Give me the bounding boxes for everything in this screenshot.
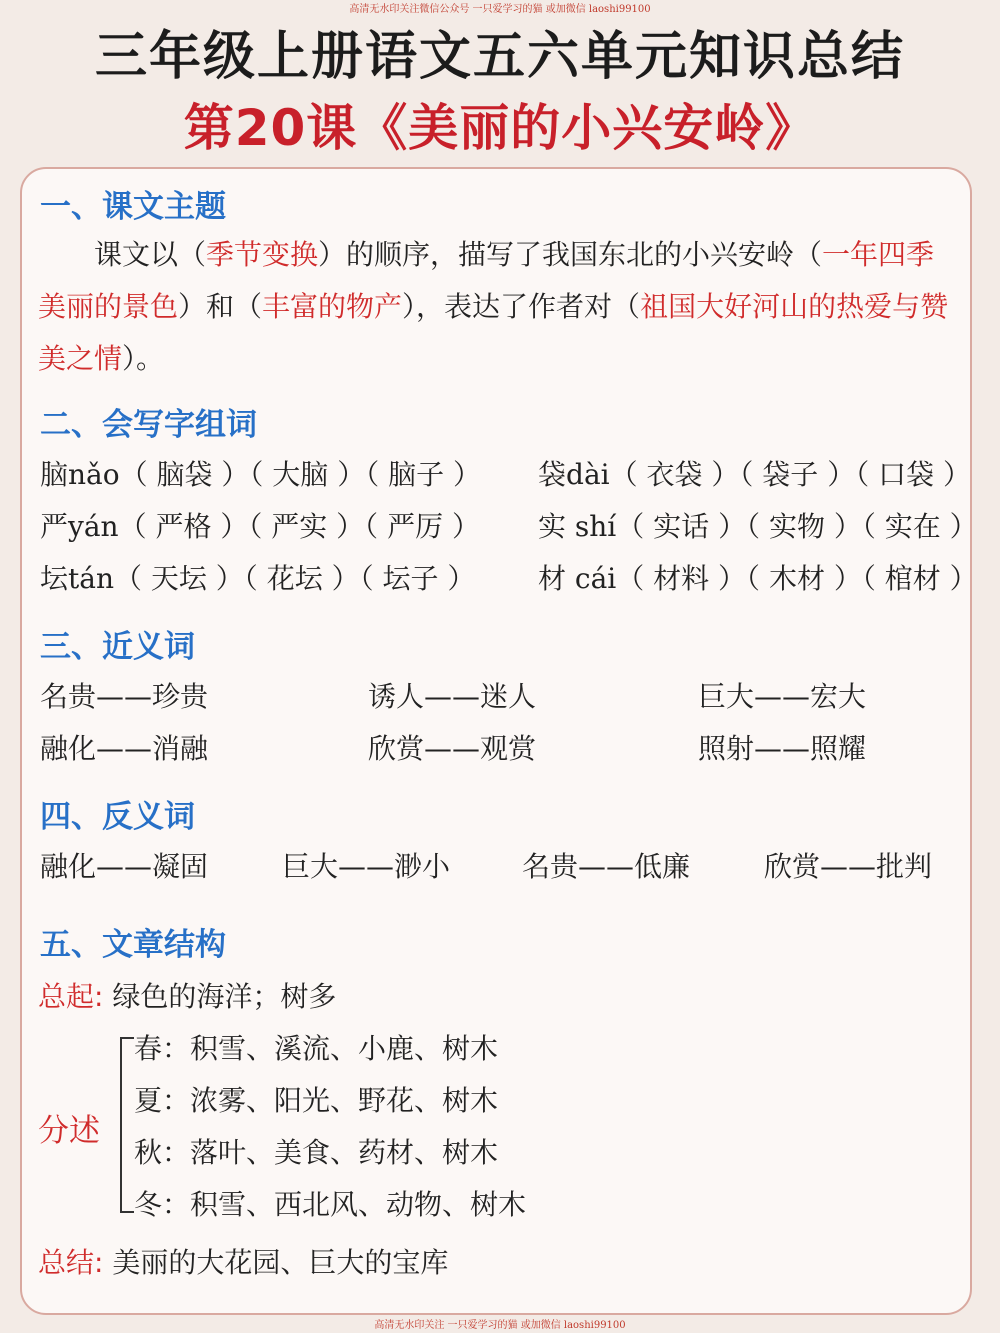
word-row: 材 cái（ 材料 ）（ 木材 ）（ 棺材 ） [538,562,978,595]
synonym-pair: 诱人——迷人 [368,680,537,713]
watermark-bottom: 高清无水印关注 一只爱学习的猫 或加微信 laoshi99100 [374,1320,626,1331]
highlight-text: 一年四季美丽的景色 [38,238,935,323]
lesson-subtitle: 第20课《美丽的小兴安岭》 [183,99,817,157]
highlight-text: 季节变换 [206,238,319,271]
antonym-pair: 巨大——渺小 [282,850,451,883]
season-row: 秋：落叶、美食、药材、树木 [134,1136,499,1169]
season-row: 冬：积雪、西北风、动物、树木 [134,1188,527,1221]
section-theme-heading: 一、课文主题 [40,189,226,225]
section-synonyms-heading: 三、近义词 [40,629,195,665]
structure-detail-label: 分述 [38,1113,100,1149]
content-card [20,167,978,1315]
antonym-pair: 名贵——低廉 [522,850,691,883]
synonym-pair: 融化——消融 [40,732,209,765]
word-row: 实 shí（ 实话 ）（ 实物 ）（ 实在 ） [538,510,978,543]
section-structure-heading: 五、文章结构 [40,927,226,963]
synonym-pair: 名贵——珍贵 [40,680,209,713]
highlight-text: 祖国大好河山的热爱与赞美之情 [38,290,949,375]
word-row: 脑nǎo（ 脑袋 ）（ 大脑 ）（ 脑子 ） [40,458,482,491]
word-row: 严yán（ 严格 ）（ 严实 ）（ 严厉 ） [40,510,480,543]
watermark-top: 高清无水印关注微信公众号 一只爱学习的猫 或加微信 laoshi99100 [349,4,651,15]
season-row: 夏：浓雾、阳光、野花、树木 [134,1084,499,1117]
structure-end: 总结: 美丽的大花园、巨大的宝库 [38,1246,449,1279]
paragraph-text: ）和（ [178,290,263,323]
word-row: 坛tán（ 天坛 ）（ 花坛 ）（ 坛子 ） [40,562,476,595]
theme-paragraph [38,229,950,385]
page-title: 三年级上册语文五六单元知识总结 [94,27,905,87]
paragraph-text: ）的顺序，描写了我国东北的小兴安岭（ [318,238,823,271]
antonym-pair: 欣赏——批判 [764,850,933,883]
synonym-pair: 欣赏——观赏 [368,732,537,765]
antonym-pair: 融化——凝固 [40,850,209,883]
synonym-pair: 照射——照耀 [698,732,867,765]
synonym-pair: 巨大——宏大 [698,680,867,713]
season-row: 春：积雪、溪流、小鹿、树木 [134,1032,499,1065]
paragraph-text: ）。 [122,342,165,375]
word-row: 袋dài（ 衣袋 ）（ 袋子 ）（ 口袋 ） [538,458,971,491]
section-antonyms-heading: 四、反义词 [40,799,195,835]
section-words-heading: 二、会写字组词 [40,407,257,443]
paragraph-text: 课文以（ [38,238,207,271]
structure-start: 总起: 绿色的海洋；树多 [38,980,337,1013]
paragraph-text: ），表达了作者对（ [402,290,641,323]
highlight-text: 丰富的物产 [262,290,403,323]
structure-bracket [120,1037,134,1213]
